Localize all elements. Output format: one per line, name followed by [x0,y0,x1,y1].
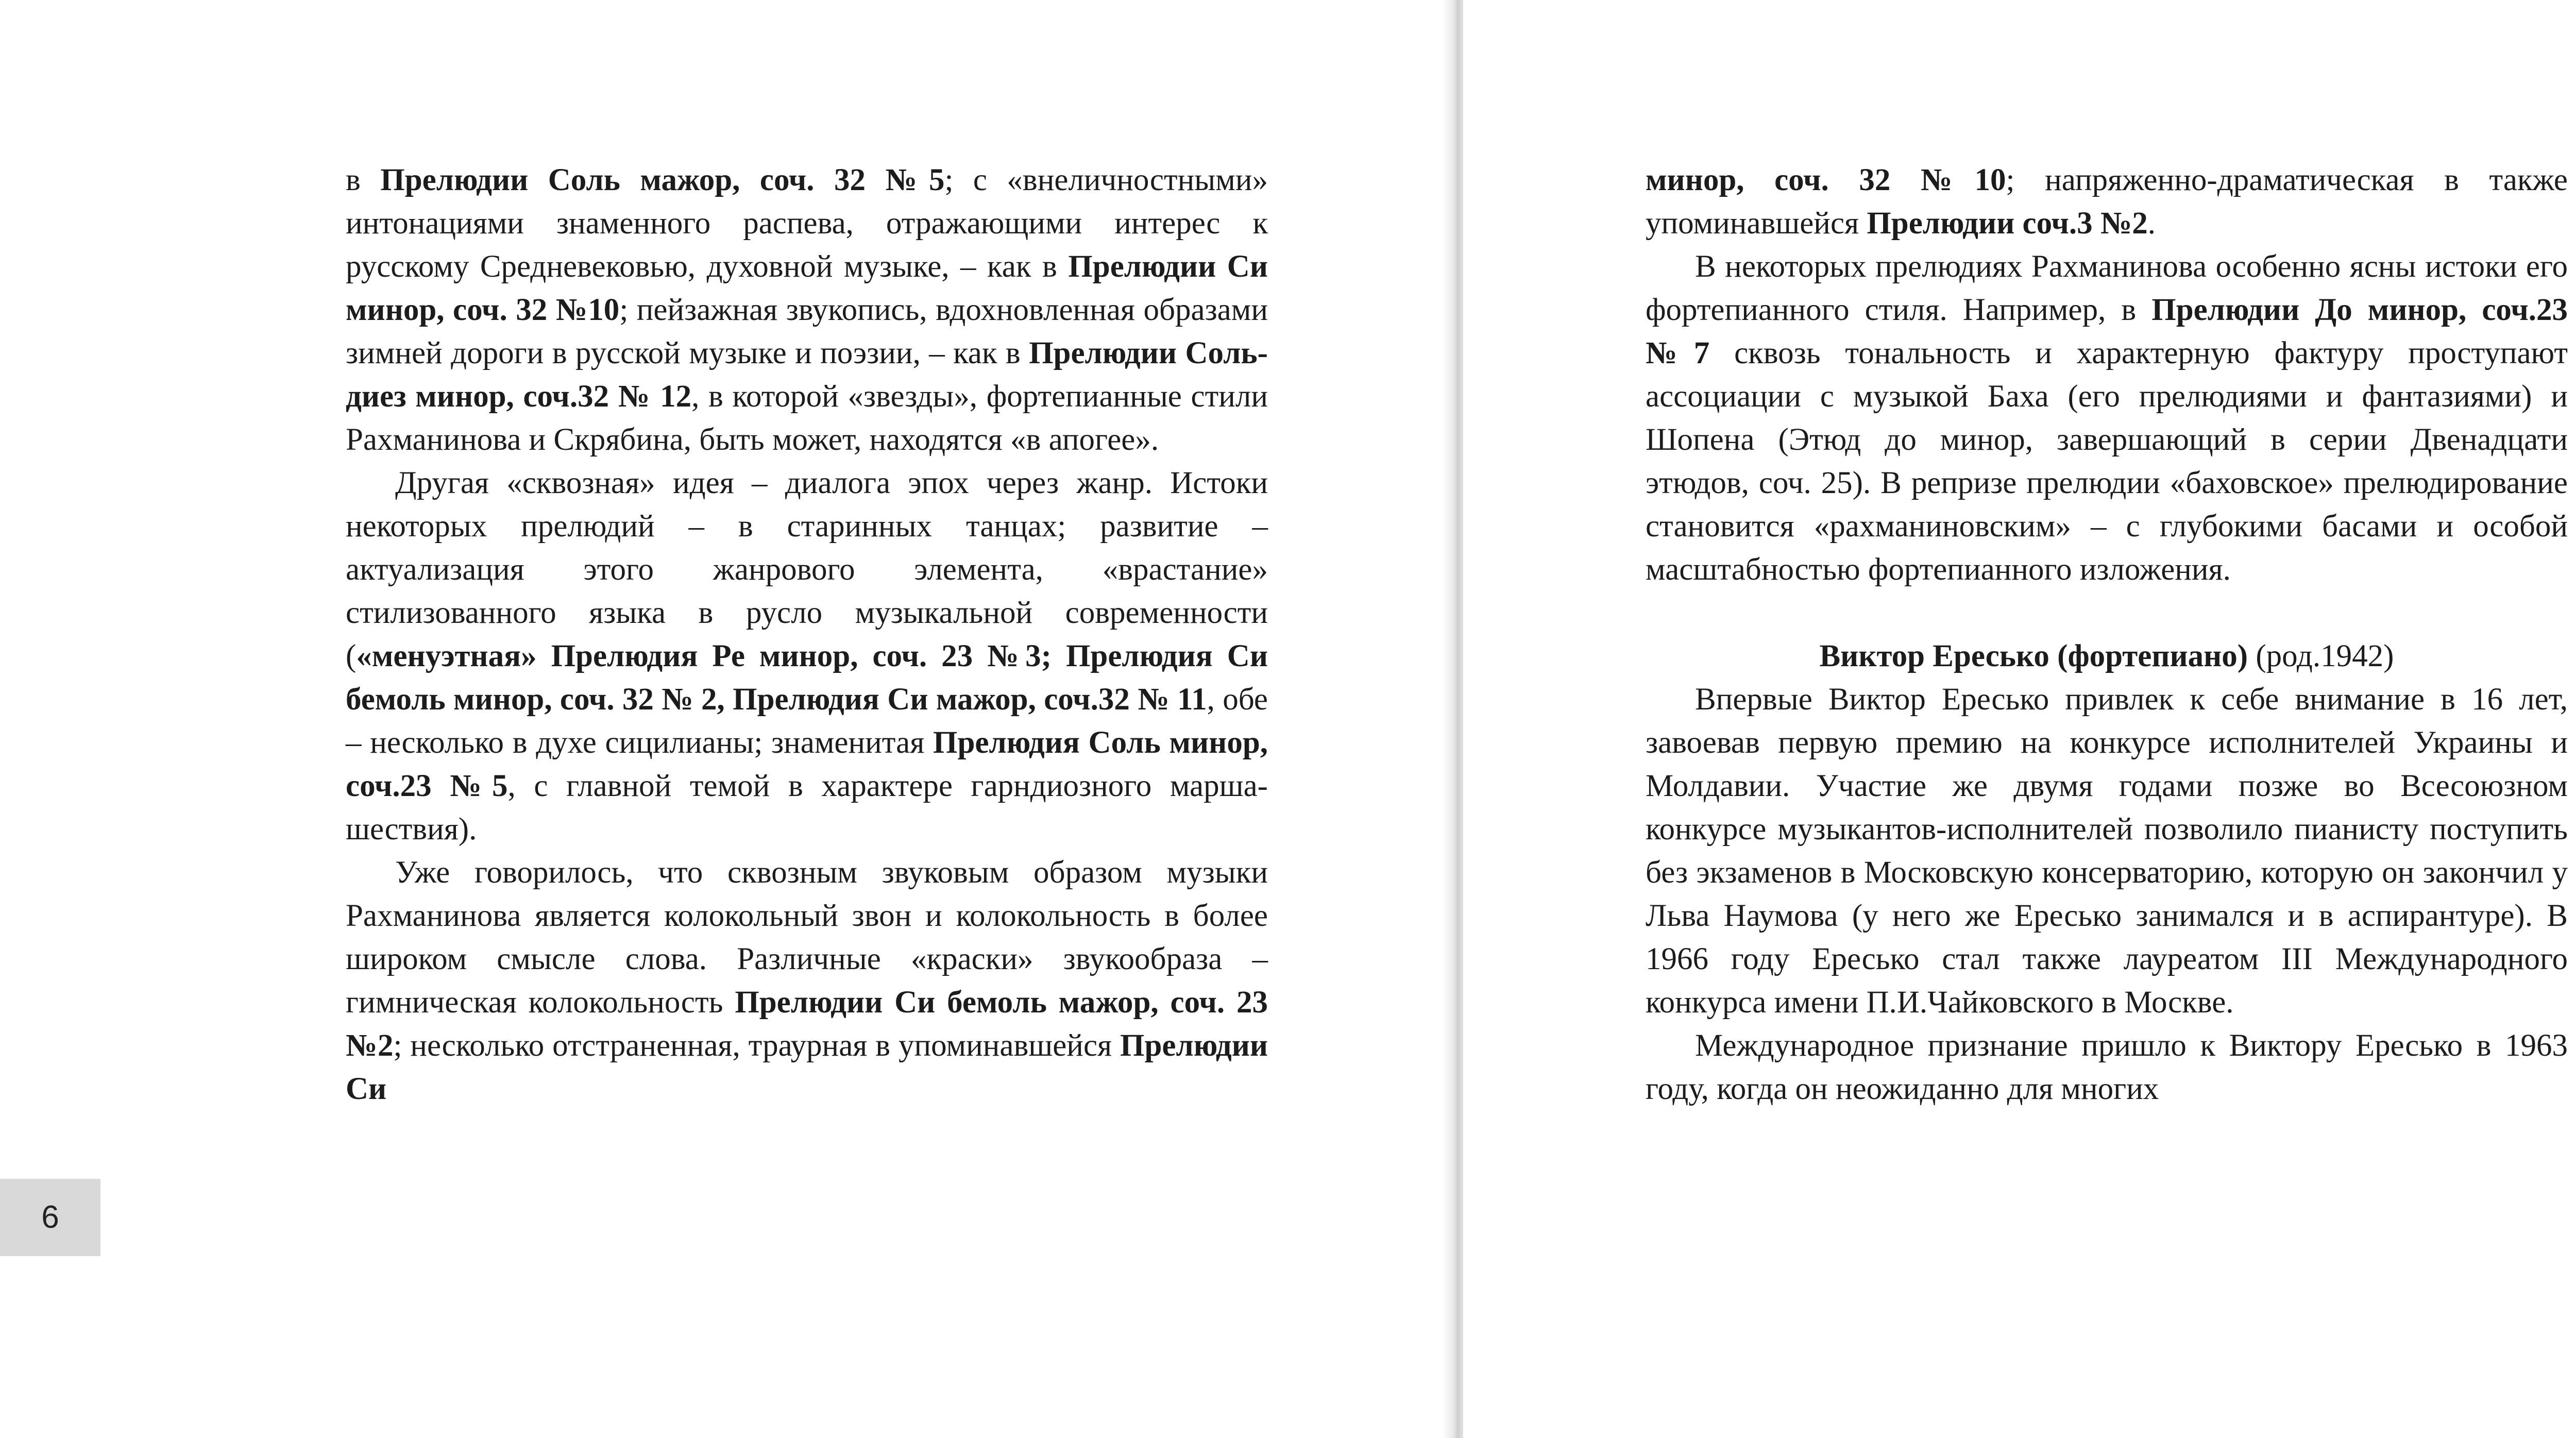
page-number: 6 [0,1179,100,1256]
text-run: , в которой «звезды», фортепианные стили Рахманинова и Скрябина, быть может, находятся «в апогее». [346,379,1268,457]
paragraph [1646,245,2568,591]
bold-text: Прелюдии Си [346,1028,1268,1106]
text-run: Международное признание пришло к Виктору Ересько в 1963 году, когда он неожиданно для многих [1646,1028,2568,1106]
bold-text: Прелюдии Си бемоль мажор, соч. 23 №2 [346,985,1268,1063]
bold-text: Прелюдия Соль минор, соч.23 №5 [346,725,1268,803]
text-run: Уже говорилось, что сквозным звуковым образом музыки Рахманинова является колокольный звон и колокольность в более широком смысле слова. Различные «краски» звукообраза – гимническая колокольность [346,855,1268,1020]
bold-text: Прелюдии Соль мажор, соч. 32 №5 [380,163,945,197]
bold-text: минор, соч. 32 №10 [1646,163,2006,197]
bold-text: Прелюдии соч.3 №2 [1867,206,2148,241]
right-page-text [1646,159,2568,1111]
text-run: ; пейзажная звукопись, вдохновленная образами зимней дороги в русской музыке и поэзии, – как в [346,293,1268,370]
paragraph [1646,678,2568,1024]
bold-text: «менуэтная» Прелюдия Ре минор, соч. 23 №3; Прелюдия Си бемоль минор, соч. 32 № 2, Прелюдия Си мажор, соч.32 № 11 [346,639,1268,717]
paragraph [1646,1024,2568,1111]
bold-text: Прелюдии Соль-диез минор, соч.32 № 12 [346,336,1268,414]
text-run: сквозь тональность и характерную фактуру проступают ассоциации с музыкой Баха (его прелюдиями и фантазиями) и Шопена (Этюд до минор, завершающий в серии Двенадцати этюдов, соч. 25). В репризе прелюдии «баховское» прелюдирование становится «рахманиновским» – с глубокими басами и особой масштабностью фортепианного изложения. [1646,336,2568,587]
text-run: ; напряженно-драматическая в также упоминавшейся [1646,163,2568,241]
bold-text: Виктор Ересько (фортепиано) [1819,639,2248,673]
text-run: ; с «внеличностными» интонациями знаменного распева, отражающими интерес к русскому Средневековью, духовной музыке, – как в [346,163,1268,284]
text-run: Другая «сквозная» идея – диалога эпох через жанр. Истоки некоторых прелюдий – в старинных танцах; развитие – актуализация этого жанрового элемента, «врастание» стилизованного языка в русло музыкальной современности ( [346,466,1268,673]
paragraph [346,159,1268,462]
text-run: в [346,163,381,197]
section-heading [1646,635,2568,678]
paragraph [346,851,1268,1111]
text-run: Впервые Виктор Ересько привлек к себе внимание в 16 лет, завоевав первую премию на конкурсе исполнителей Украины и Молдавии. Участие же двумя годами позже во Всесоюзном конкурсе музыкантов-исполнителей позволило пианисту поступить без экзаменов в Московскую консерваторию, которую он закончил у Льва Наумова (у него же Ересько занимался и в аспирантуре). В 1966 году Ересько стал также лауреатом III Международного конкурса имени П.И.Чайковского в Москве. [1646,682,2568,1020]
bold-text: Прелюдии До минор, соч.23 №7 [1646,293,2568,370]
text-run: , с главной темой в характере гарндиозного марша-шествия). [346,769,1268,847]
text-run: . [2147,206,2156,241]
text-run: , обе – несколько в духе сицилианы; знаменитая [346,682,1268,760]
left-page-text [346,159,1268,1111]
text-run: ; несколько отстраненная, траурная в упоминавшейся [393,1028,1121,1063]
paragraph [1646,159,2568,245]
text-run: (род.1942) [2248,639,2394,673]
text-run: В некоторых прелюдиях Рахманинова особенно ясны истоки его фортепианного стиля. Например, в [1646,249,2568,327]
bold-text: Прелюдии Си минор, соч. 32 №10 [346,249,1268,327]
paragraph [346,462,1268,851]
